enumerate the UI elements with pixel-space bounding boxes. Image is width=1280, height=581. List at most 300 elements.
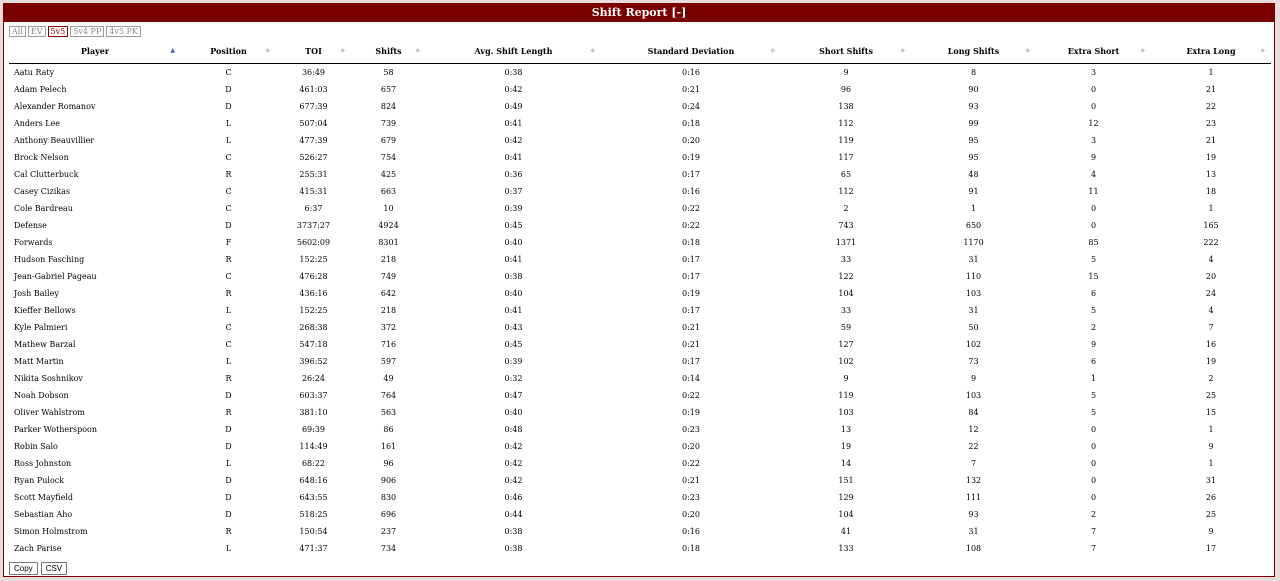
cell-long-shifts: 1170 <box>963 238 984 247</box>
cell-short-shifts: 151 <box>838 476 854 485</box>
sort-icon: ◆ <box>1260 47 1265 54</box>
shift-report-panel <box>3 3 1275 577</box>
cell-long-shifts: 93 <box>968 102 979 111</box>
cell-long-shifts: 108 <box>965 544 982 553</box>
strength-filter-group <box>9 26 141 38</box>
table-row <box>9 455 1271 472</box>
cell-toi: 69:39 <box>301 425 326 434</box>
cell-standard-deviation: 0:21 <box>682 476 700 485</box>
filter-all[interactable]: All <box>9 26 26 37</box>
cell-position: D <box>225 391 232 400</box>
cell-avg-shift-length: 0:42 <box>504 136 523 145</box>
cell-short-shifts: 119 <box>838 136 854 145</box>
cell-long-shifts: 48 <box>968 170 979 179</box>
cell-player: Mathew Barzal <box>14 340 76 349</box>
cell-long-shifts: 7 <box>970 459 977 468</box>
cell-position: C <box>225 68 232 77</box>
col-header-position[interactable]: Position ◆ <box>181 39 276 64</box>
export-actions <box>9 562 67 575</box>
cell-extra-long: 31 <box>1205 476 1217 485</box>
cell-long-shifts: 31 <box>968 255 979 264</box>
csv-button[interactable]: CSV <box>41 562 67 575</box>
cell-long-shifts: 73 <box>968 357 979 366</box>
cell-long-shifts: 111 <box>965 493 982 502</box>
cell-shifts: 739 <box>380 119 397 128</box>
cell-shifts: 96 <box>383 459 394 468</box>
cell-standard-deviation: 0:14 <box>682 374 700 383</box>
cell-standard-deviation: 0:22 <box>682 459 700 468</box>
cell-short-shifts: 117 <box>838 153 854 162</box>
cell-avg-shift-length: 0:42 <box>504 85 523 94</box>
col-header-extra-short[interactable]: Extra Short ◆ <box>1036 39 1151 64</box>
cell-shifts: 86 <box>383 425 394 434</box>
table-row <box>9 489 1271 506</box>
cell-extra-short: 5 <box>1090 255 1097 264</box>
cell-short-shifts: 112 <box>838 187 854 196</box>
cell-avg-shift-length: 0:42 <box>504 442 523 451</box>
cell-position: R <box>225 255 232 264</box>
cell-position: D <box>225 510 232 519</box>
col-header-shifts[interactable]: Shifts ◆ <box>351 39 426 64</box>
cell-standard-deviation: 0:17 <box>682 306 700 315</box>
cell-position: C <box>225 187 232 196</box>
cell-shifts: 563 <box>380 408 397 417</box>
cell-long-shifts: 50 <box>968 323 979 332</box>
cell-position: D <box>225 442 232 451</box>
filter-5v5[interactable]: 5v5 <box>48 26 69 37</box>
cell-extra-long: 15 <box>1205 408 1217 417</box>
table-row <box>9 217 1271 234</box>
cell-extra-short: 3 <box>1090 136 1097 145</box>
cell-shifts: 657 <box>380 85 397 94</box>
filter-4v5-pk[interactable]: 4v5 PK <box>106 26 141 37</box>
table-row <box>9 200 1271 217</box>
cell-position: R <box>225 527 232 536</box>
cell-long-shifts: 95 <box>968 153 979 162</box>
col-header-avg-shift-length[interactable]: Avg. Shift Length ◆ <box>426 39 601 64</box>
cell-player: Aatu Raty <box>14 68 55 77</box>
cell-extra-short: 0 <box>1090 221 1097 230</box>
cell-player: Ryan Pulock <box>14 476 65 485</box>
table-row <box>9 166 1271 183</box>
sort-icon: ◆ <box>900 47 905 54</box>
cell-avg-shift-length: 0:45 <box>504 340 523 349</box>
cell-position: L <box>225 119 232 128</box>
cell-short-shifts: 112 <box>838 119 854 128</box>
cell-shifts: 830 <box>380 493 397 502</box>
cell-toi: 436:16 <box>299 289 328 298</box>
cell-player: Parker Wotherspoon <box>14 425 97 434</box>
cell-player: Noah Dobson <box>14 391 69 400</box>
panel-title[interactable]: Shift Report [-] <box>4 4 1274 22</box>
cell-toi: 255:31 <box>299 170 328 179</box>
cell-extra-short: 0 <box>1090 204 1097 213</box>
cell-extra-short: 5 <box>1090 306 1097 315</box>
cell-avg-shift-length: 0:41 <box>504 153 523 162</box>
cell-short-shifts: 65 <box>840 170 852 179</box>
cell-position: L <box>225 306 232 315</box>
cell-toi: 114:49 <box>299 442 328 451</box>
cell-position: C <box>225 204 232 213</box>
cell-avg-shift-length: 0:39 <box>504 357 523 366</box>
cell-long-shifts: 1 <box>970 204 977 213</box>
col-header-toi[interactable]: TOI ◆ <box>276 39 351 64</box>
table-row <box>9 523 1271 540</box>
cell-avg-shift-length: 0:36 <box>504 170 523 179</box>
cell-extra-short: 7 <box>1090 527 1097 536</box>
cell-long-shifts: 22 <box>968 442 979 451</box>
cell-avg-shift-length: 0:40 <box>504 408 523 417</box>
cell-toi: 5602:09 <box>296 238 331 247</box>
cell-standard-deviation: 0:21 <box>682 323 700 332</box>
cell-short-shifts: 33 <box>840 306 852 315</box>
table-row <box>9 98 1271 115</box>
cell-extra-long: 9 <box>1208 442 1214 451</box>
cell-extra-long: 222 <box>1203 238 1219 247</box>
cell-standard-deviation: 0:17 <box>682 170 700 179</box>
cell-long-shifts: 650 <box>965 221 982 230</box>
cell-long-shifts: 9 <box>970 374 977 383</box>
table-row <box>9 149 1271 166</box>
cell-position: R <box>225 408 232 417</box>
cell-player: Ross Johnston <box>14 459 72 468</box>
cell-position: D <box>225 493 232 502</box>
cell-extra-long: 1 <box>1208 204 1214 213</box>
cell-shifts: 4924 <box>378 221 399 230</box>
filter-5v4-pp[interactable]: 5v4 PP <box>70 26 104 37</box>
cell-toi: 471:37 <box>299 544 328 553</box>
cell-shifts: 824 <box>380 102 397 111</box>
cell-avg-shift-length: 0:45 <box>504 221 523 230</box>
cell-extra-long: 25 <box>1205 510 1217 519</box>
cell-position: C <box>225 153 232 162</box>
cell-player: Brock Nelson <box>14 153 69 162</box>
cell-long-shifts: 102 <box>965 340 982 349</box>
cell-standard-deviation: 0:21 <box>682 340 700 349</box>
sort-icon: ◆ <box>1025 47 1030 54</box>
cell-extra-long: 24 <box>1205 289 1217 298</box>
cell-short-shifts: 14 <box>840 459 852 468</box>
cell-extra-short: 0 <box>1090 442 1097 451</box>
sort-icon: ◆ <box>770 47 775 54</box>
cell-player: Simon Holmstrom <box>14 527 88 536</box>
table-row <box>9 421 1271 438</box>
col-header-standard-deviation[interactable]: Standard Deviation ◆ <box>601 39 781 64</box>
cell-player: Alexander Romanov <box>14 102 96 111</box>
cell-toi: 648:16 <box>299 476 328 485</box>
cell-short-shifts: 19 <box>840 442 852 451</box>
cell-short-shifts: 103 <box>838 408 854 417</box>
cell-toi: 3737:27 <box>296 221 331 230</box>
cell-avg-shift-length: 0:41 <box>504 306 523 315</box>
cell-extra-long: 23 <box>1205 119 1217 128</box>
table-row <box>9 251 1271 268</box>
cell-shifts: 425 <box>380 170 397 179</box>
cell-short-shifts: 104 <box>838 289 854 298</box>
cell-standard-deviation: 0:19 <box>682 289 700 298</box>
cell-position: D <box>225 102 232 111</box>
cell-standard-deviation: 0:17 <box>682 357 700 366</box>
cell-position: L <box>225 544 232 553</box>
cell-player: Scott Mayfield <box>14 493 73 502</box>
cell-standard-deviation: 0:20 <box>682 510 700 519</box>
cell-standard-deviation: 0:22 <box>682 204 700 213</box>
cell-toi: 152:25 <box>299 255 328 264</box>
cell-toi: 396:52 <box>299 357 328 366</box>
cell-avg-shift-length: 0:42 <box>504 459 523 468</box>
cell-shifts: 663 <box>380 187 397 196</box>
table-row <box>9 64 1271 82</box>
cell-long-shifts: 95 <box>968 136 979 145</box>
shift-report-table <box>9 39 1271 557</box>
cell-toi: 518:25 <box>299 510 328 519</box>
table-row <box>9 132 1271 149</box>
cell-toi: 476:28 <box>299 272 328 281</box>
cell-avg-shift-length: 0:38 <box>504 68 523 77</box>
copy-button[interactable]: Copy <box>9 562 38 575</box>
cell-avg-shift-length: 0:38 <box>504 527 523 536</box>
cell-avg-shift-length: 0:44 <box>504 510 523 519</box>
cell-short-shifts: 127 <box>838 340 854 349</box>
cell-player: Matt Martin <box>14 357 64 366</box>
table-row <box>9 234 1271 251</box>
table-row <box>9 268 1271 285</box>
cell-position: C <box>225 272 232 281</box>
cell-shifts: 754 <box>380 153 397 162</box>
sort-asc-icon: ▲ <box>170 47 175 54</box>
col-header-long-shifts[interactable]: Long Shifts ◆ <box>911 39 1036 64</box>
cell-shifts: 716 <box>380 340 397 349</box>
cell-position: D <box>225 476 232 485</box>
cell-long-shifts: 90 <box>968 85 979 94</box>
cell-shifts: 597 <box>380 357 397 366</box>
cell-extra-short: 9 <box>1090 340 1097 349</box>
cell-short-shifts: 2 <box>843 204 849 213</box>
cell-player: Defense <box>14 221 47 230</box>
cell-extra-short: 1 <box>1090 374 1097 383</box>
cell-long-shifts: 132 <box>965 476 982 485</box>
table-header-row <box>9 39 1271 64</box>
cell-extra-long: 4 <box>1208 306 1214 315</box>
col-header-extra-long[interactable]: Extra Long ◆ <box>1151 39 1271 64</box>
cell-extra-short: 12 <box>1088 119 1099 128</box>
cell-extra-short: 0 <box>1090 85 1097 94</box>
cell-toi: 643:55 <box>299 493 328 502</box>
cell-extra-long: 25 <box>1205 391 1217 400</box>
cell-extra-long: 1 <box>1208 459 1214 468</box>
cell-shifts: 218 <box>380 306 397 315</box>
col-header-player[interactable]: Player ▲ <box>9 39 181 64</box>
cell-avg-shift-length: 0:47 <box>504 391 523 400</box>
cell-standard-deviation: 0:18 <box>682 119 700 128</box>
cell-toi: 603:37 <box>299 391 328 400</box>
table-row <box>9 404 1271 421</box>
cell-toi: 26:24 <box>301 374 326 383</box>
cell-extra-short: 15 <box>1088 272 1099 281</box>
cell-short-shifts: 138 <box>838 102 854 111</box>
cell-extra-long: 26 <box>1205 493 1217 502</box>
cell-standard-deviation: 0:17 <box>682 255 700 264</box>
cell-player: Adam Pelech <box>14 85 67 94</box>
cell-position: D <box>225 85 232 94</box>
cell-avg-shift-length: 0:43 <box>504 323 523 332</box>
cell-extra-long: 17 <box>1205 544 1217 553</box>
cell-toi: 677:39 <box>299 102 328 111</box>
cell-toi: 526:27 <box>299 153 328 162</box>
cell-extra-short: 2 <box>1090 510 1097 519</box>
cell-standard-deviation: 0:16 <box>682 68 700 77</box>
cell-shifts: 161 <box>380 442 397 451</box>
cell-extra-long: 1 <box>1208 68 1214 77</box>
cell-long-shifts: 12 <box>968 425 979 434</box>
cell-short-shifts: 743 <box>838 221 854 230</box>
table-row <box>9 540 1271 557</box>
table-row <box>9 302 1271 319</box>
cell-shifts: 696 <box>380 510 397 519</box>
cell-extra-short: 9 <box>1090 153 1097 162</box>
table-row <box>9 285 1271 302</box>
cell-long-shifts: 99 <box>968 119 979 128</box>
cell-player: Zach Parise <box>14 544 62 553</box>
cell-shifts: 642 <box>380 289 397 298</box>
cell-toi: 507:04 <box>299 119 328 128</box>
cell-short-shifts: 133 <box>838 544 854 553</box>
cell-player: Anthony Beauvillier <box>14 136 95 145</box>
cell-extra-long: 13 <box>1205 170 1217 179</box>
cell-shifts: 237 <box>380 527 397 536</box>
cell-long-shifts: 103 <box>965 391 982 400</box>
cell-long-shifts: 31 <box>968 527 979 536</box>
cell-short-shifts: 119 <box>838 391 854 400</box>
cell-shifts: 764 <box>380 391 397 400</box>
cell-standard-deviation: 0:20 <box>682 136 700 145</box>
cell-long-shifts: 103 <box>965 289 982 298</box>
cell-extra-short: 6 <box>1090 289 1097 298</box>
cell-standard-deviation: 0:20 <box>682 442 700 451</box>
cell-position: C <box>225 323 232 332</box>
cell-standard-deviation: 0:16 <box>682 527 700 536</box>
cell-short-shifts: 1371 <box>835 238 857 247</box>
cell-position: D <box>225 221 232 230</box>
cell-standard-deviation: 0:18 <box>682 238 700 247</box>
cell-position: D <box>225 425 232 434</box>
cell-standard-deviation: 0:16 <box>682 187 700 196</box>
cell-standard-deviation: 0:24 <box>682 102 700 111</box>
cell-player: Casey Cizikas <box>14 187 70 196</box>
cell-short-shifts: 102 <box>838 357 854 366</box>
cell-extra-short: 5 <box>1090 408 1097 417</box>
cell-avg-shift-length: 0:40 <box>504 238 523 247</box>
cell-extra-short: 5 <box>1090 391 1097 400</box>
sort-icon: ◆ <box>590 47 595 54</box>
cell-extra-short: 0 <box>1090 476 1097 485</box>
cell-player: Sebastian Aho <box>14 510 73 519</box>
cell-toi: 6:37 <box>304 204 323 213</box>
cell-extra-short: 3 <box>1090 68 1097 77</box>
table-row <box>9 115 1271 132</box>
cell-player: Hudson Fasching <box>14 255 85 264</box>
cell-toi: 477:39 <box>299 136 328 145</box>
cell-avg-shift-length: 0:32 <box>504 374 523 383</box>
cell-shifts: 372 <box>380 323 397 332</box>
cell-extra-long: 21 <box>1205 136 1217 145</box>
sort-icon: ◆ <box>340 47 345 54</box>
cell-shifts: 58 <box>383 68 394 77</box>
cell-shifts: 734 <box>380 544 397 553</box>
cell-extra-long: 2 <box>1208 374 1214 383</box>
cell-avg-shift-length: 0:48 <box>504 425 523 434</box>
table-row <box>9 353 1271 370</box>
cell-standard-deviation: 0:21 <box>682 85 700 94</box>
sort-icon: ◆ <box>265 47 270 54</box>
cell-extra-short: 6 <box>1090 357 1097 366</box>
cell-standard-deviation: 0:22 <box>682 221 700 230</box>
cell-toi: 461:03 <box>299 85 328 94</box>
cell-player: Oliver Wahlstrom <box>14 408 85 417</box>
cell-avg-shift-length: 0:42 <box>504 476 523 485</box>
cell-extra-long: 19 <box>1205 153 1217 162</box>
cell-avg-shift-length: 0:41 <box>504 255 523 264</box>
cell-player: Cole Bardreau <box>14 204 73 213</box>
cell-long-shifts: 110 <box>965 272 982 281</box>
cell-extra-long: 165 <box>1203 221 1219 230</box>
cell-standard-deviation: 0:22 <box>682 391 700 400</box>
table-body <box>9 64 1271 558</box>
cell-avg-shift-length: 0:38 <box>504 544 523 553</box>
table-row <box>9 387 1271 404</box>
cell-avg-shift-length: 0:40 <box>504 289 523 298</box>
cell-avg-shift-length: 0:38 <box>504 272 523 281</box>
cell-extra-short: 0 <box>1090 102 1097 111</box>
cell-player: Jean-Gabriel Pageau <box>14 272 97 281</box>
cell-extra-short: 4 <box>1090 170 1097 179</box>
cell-extra-long: 21 <box>1205 85 1217 94</box>
cell-short-shifts: 104 <box>838 510 854 519</box>
cell-long-shifts: 84 <box>968 408 979 417</box>
cell-avg-shift-length: 0:41 <box>504 119 523 128</box>
cell-short-shifts: 59 <box>840 323 852 332</box>
cell-player: Forwards <box>14 238 53 247</box>
table-row <box>9 506 1271 523</box>
cell-long-shifts: 93 <box>968 510 979 519</box>
filter-ev[interactable]: EV <box>28 26 46 37</box>
cell-toi: 547:18 <box>299 340 328 349</box>
cell-extra-short: 0 <box>1090 493 1097 502</box>
cell-player: Anders Lee <box>14 119 61 128</box>
cell-extra-short: 0 <box>1090 425 1097 434</box>
cell-extra-long: 16 <box>1205 340 1217 349</box>
cell-position: R <box>225 170 232 179</box>
cell-long-shifts: 31 <box>968 306 979 315</box>
sort-icon: ◆ <box>1140 47 1145 54</box>
table-row <box>9 370 1271 387</box>
cell-standard-deviation: 0:23 <box>682 425 700 434</box>
cell-long-shifts: 91 <box>968 187 979 196</box>
cell-toi: 150:54 <box>299 527 328 536</box>
cell-toi: 36:49 <box>301 68 326 77</box>
table-row <box>9 336 1271 353</box>
cell-avg-shift-length: 0:49 <box>504 102 523 111</box>
cell-position: L <box>225 459 232 468</box>
cell-avg-shift-length: 0:46 <box>504 493 523 502</box>
cell-toi: 381:10 <box>299 408 328 417</box>
cell-extra-long: 18 <box>1205 187 1217 196</box>
cell-toi: 415:31 <box>299 187 328 196</box>
cell-long-shifts: 8 <box>970 68 977 77</box>
col-header-short-shifts[interactable]: Short Shifts ◆ <box>781 39 911 64</box>
cell-extra-short: 0 <box>1090 459 1097 468</box>
cell-shifts: 8301 <box>378 238 399 247</box>
